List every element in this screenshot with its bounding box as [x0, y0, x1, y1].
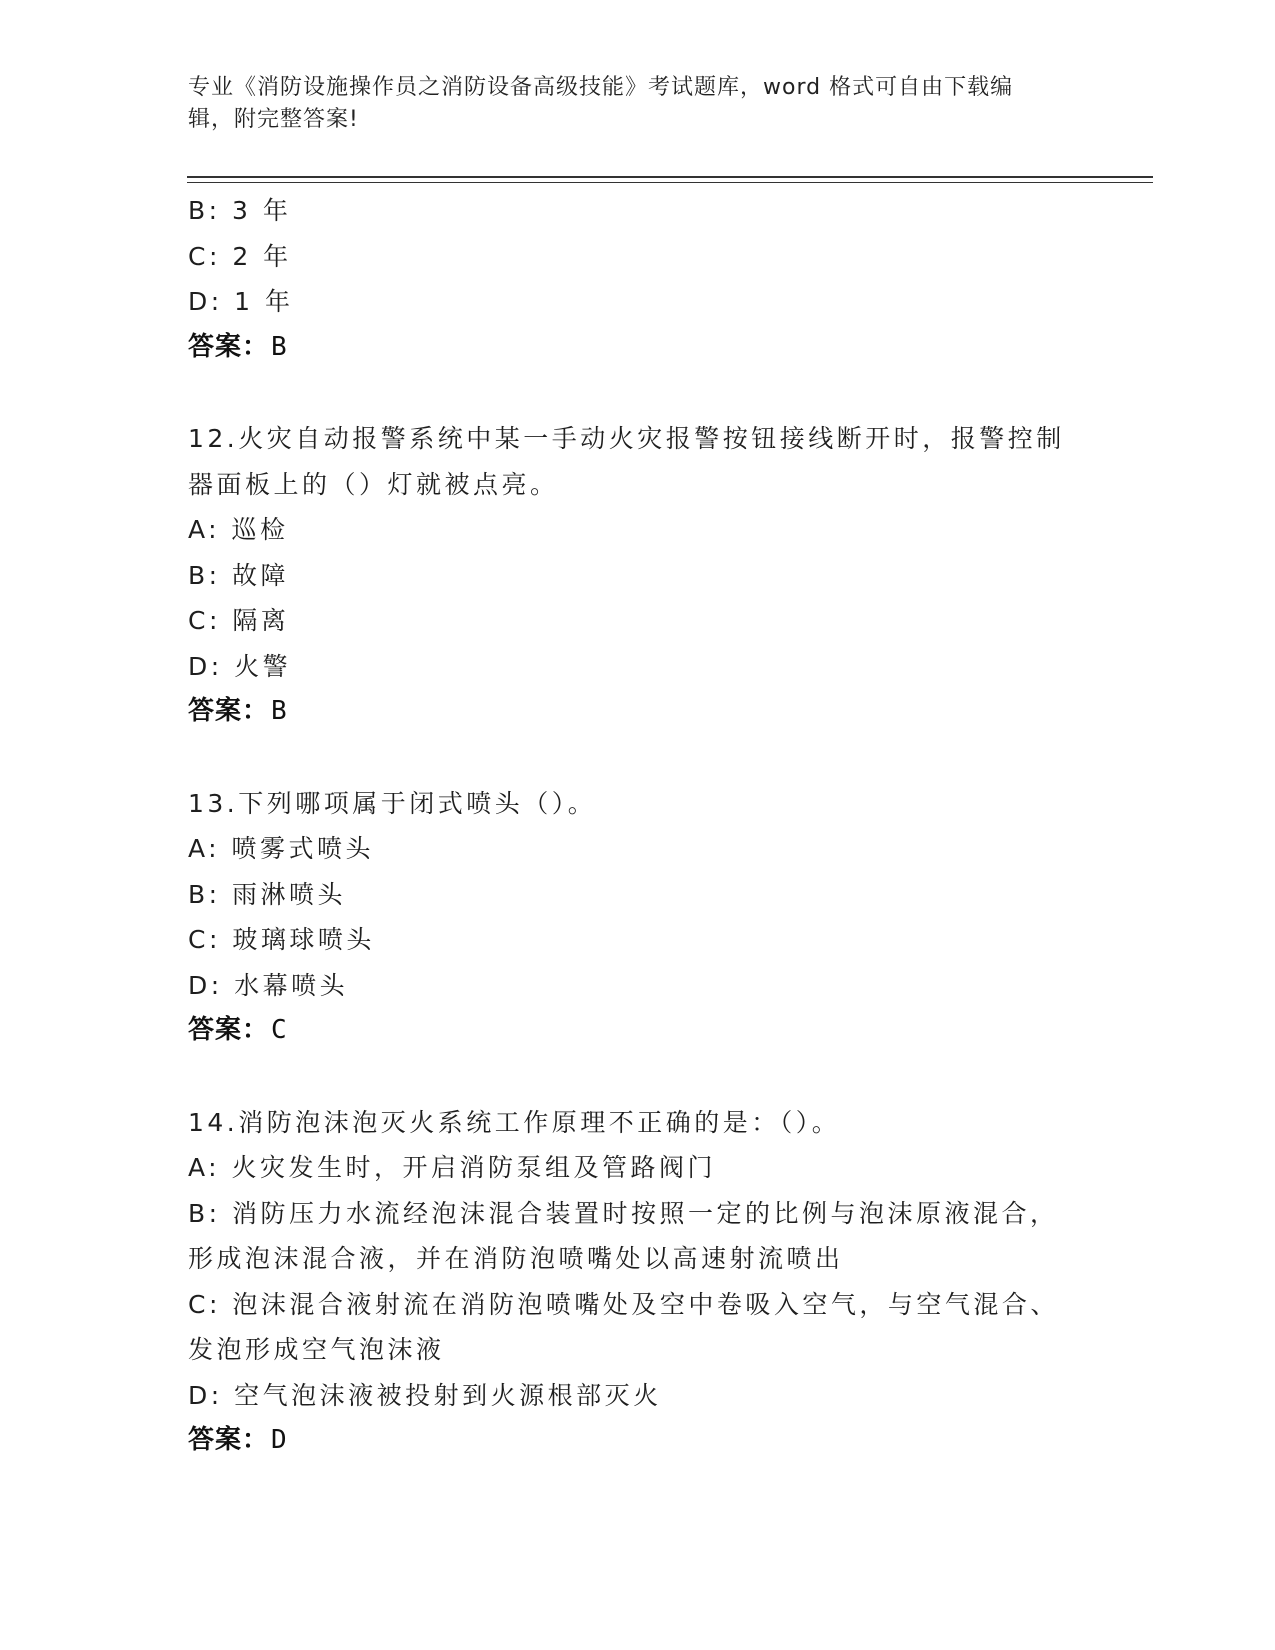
question-14: [188, 1100, 1148, 1464]
question-11: [188, 188, 1148, 370]
option-a: A: 喷雾式喷头: [188, 834, 375, 863]
answer-line: [188, 1008, 1148, 1054]
spacer: [188, 370, 1148, 416]
page-header: [188, 72, 1088, 136]
option-d: D: 水幕喷头: [188, 970, 349, 1000]
answer-line: [188, 1418, 1148, 1464]
option-d: D: 1 年: [188, 287, 294, 316]
answer-label: 答案：: [188, 696, 270, 726]
header-line-2: 辑，附完整答案!: [188, 107, 359, 132]
answer-value: D: [271, 1425, 288, 1455]
answer-value: C: [271, 1015, 288, 1045]
answer-value: B: [271, 696, 288, 726]
question-text-line-2: 器面板上的（）灯就被点亮。: [188, 469, 559, 499]
answer-value: B: [271, 331, 288, 362]
question-content: [188, 188, 1148, 1464]
answer-label: 答案：: [188, 1015, 270, 1045]
question-12: [188, 416, 1148, 735]
question-text-line-1: 13.下列哪项属于闭式喷头（）。: [188, 788, 597, 818]
spacer: [188, 735, 1148, 781]
option-b-line-1: B: 消防压力水流经泡沫混合装置时按照一定的比例与泡沫原液混合，: [188, 1198, 1059, 1228]
option-c: C: 2 年: [188, 241, 292, 271]
option-d: D: 火警: [188, 651, 292, 681]
option-c: C: 玻璃球喷头: [188, 925, 375, 954]
answer-line: [188, 689, 1148, 735]
option-c-line-1: C: 泡沫混合液射流在消防泡喷嘴处及空中卷吸入空气，与空气混合、: [188, 1289, 1059, 1319]
option-b: B: 雨淋喷头: [188, 879, 347, 909]
answer-label: 答案：: [188, 331, 270, 362]
answer-label: 答案：: [188, 1425, 270, 1455]
option-d: D: 空气泡沫液被投射到火源根部灭火: [188, 1380, 662, 1410]
header-divider-thin: [187, 182, 1153, 183]
option-a: A: 火灾发生时，开启消防泵组及管路阀门: [188, 1153, 717, 1182]
option-c-line-2: 发泡形成空气泡沫液: [188, 1335, 445, 1364]
header-divider-thick: [187, 176, 1153, 178]
option-b-line-2: 形成泡沫混合液，并在消防泡喷嘴处以高速射流喷出: [188, 1244, 844, 1273]
question-13: [188, 781, 1148, 1054]
option-c: C: 隔离: [188, 606, 290, 635]
header-line-1: 专业《消防设施操作员之消防设备高级技能》考试题库，word 格式可自由下载编: [188, 75, 1014, 100]
option-b: B: 3 年: [188, 196, 292, 225]
option-b: B: 故障: [188, 560, 290, 590]
question-text-line-1: 12.火灾自动报警系统中某一手动火灾报警按钮接线断开时，报警控制: [188, 424, 1065, 453]
spacer: [188, 1054, 1148, 1100]
question-text-line-1: 14.消防泡沫泡灭火系统工作原理不正确的是：（）。: [188, 1107, 841, 1137]
option-a: A: 巡检: [188, 515, 289, 544]
answer-line: [188, 325, 1148, 371]
